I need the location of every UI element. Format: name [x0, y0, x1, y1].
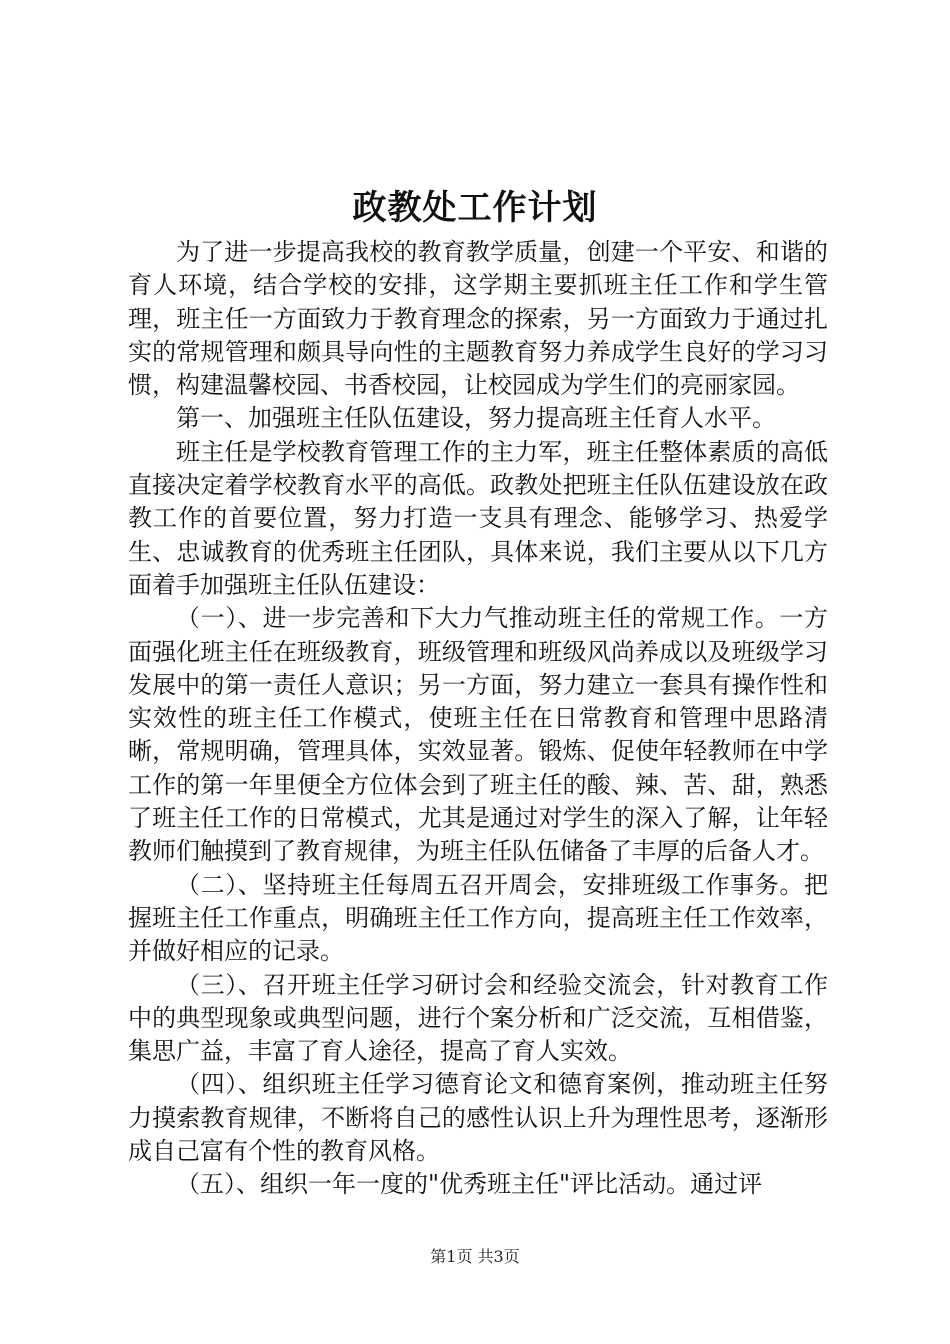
paragraph-item-1: （一）、进一步完善和下大力气推动班主任的常规工作。一方面强化班主任在班级教育，班级管理和班级风尚养成以及班级学习发展中的第一责任人意识；另一方面，努力建立一套具有操作性和实效性的班主任工作模式，使班主任在日常教育和管理中思路清晰，常规明确，管理具体，实效显著。锻炼、促使年轻教师在中学工作的第一年里便全方位体会到了班主任的酸、辣、苦、甜，熟悉了班主任工作的日常模式，尤其是通过对学生的深入了解，让年轻教师们触摸到了教育规律，为班主任队伍储备了丰厚的后备人才。	[128, 604, 828, 866]
paragraph-section-1-heading: 第一、加强班主任队伍建设，努力提高班主任育人水平。	[176, 404, 776, 433]
document-title: 政教处工作计划	[352, 188, 598, 228]
paragraph-item-4: （四）、组织班主任学习德育论文和德育案例，推动班主任努力摸索教育规律，不断将自己的感性认识上升为理性思考，逐渐形成自己富有个性的教育风格。	[128, 1070, 828, 1166]
page-footer: 第1页 共3页	[430, 1247, 520, 1266]
document-body	[128, 236, 828, 1202]
paragraph-item-3: （三）、召开班主任学习研讨会和经验交流会，针对教育工作中的典型现象或典型问题，进行个案分析和广泛交流，互相借鉴，集思广益，丰富了育人途径，提高了育人实效。	[128, 970, 828, 1066]
paragraph-section-1-body: 班主任是学校教育管理工作的主力军，班主任整体素质的高低直接决定着学校教育水平的高低。政教处把班主任队伍建设放在政教工作的首要位置，努力打造一支具有理念、能够学习、热爱学生、忠诚教育的优秀班主任团队，具体来说，我们主要从以下几方面着手加强班主任队伍建设：	[128, 437, 828, 599]
paragraph-item-2: （二）、坚持班主任每周五召开周会，安排班级工作事务。把握班主任工作重点，明确班主任工作方向，提高班主任工作效率，并做好相应的记录。	[128, 870, 828, 966]
paragraph-intro: 为了进一步提高我校的教育教学质量，创建一个平安、和谐的育人环境，结合学校的安排，这学期主要抓班主任工作和学生管理，班主任一方面致力于教育理念的探索，另一方面致力于通过扎实的常规管理和颇具导向性的主题教育努力养成学生良好的学习习惯，构建温馨校园、书香校园，让校园成为学生们的亮丽家园。	[128, 238, 828, 400]
paragraph-item-5: （五）、组织一年一度的"优秀班主任"评比活动。通过评	[176, 1170, 763, 1199]
